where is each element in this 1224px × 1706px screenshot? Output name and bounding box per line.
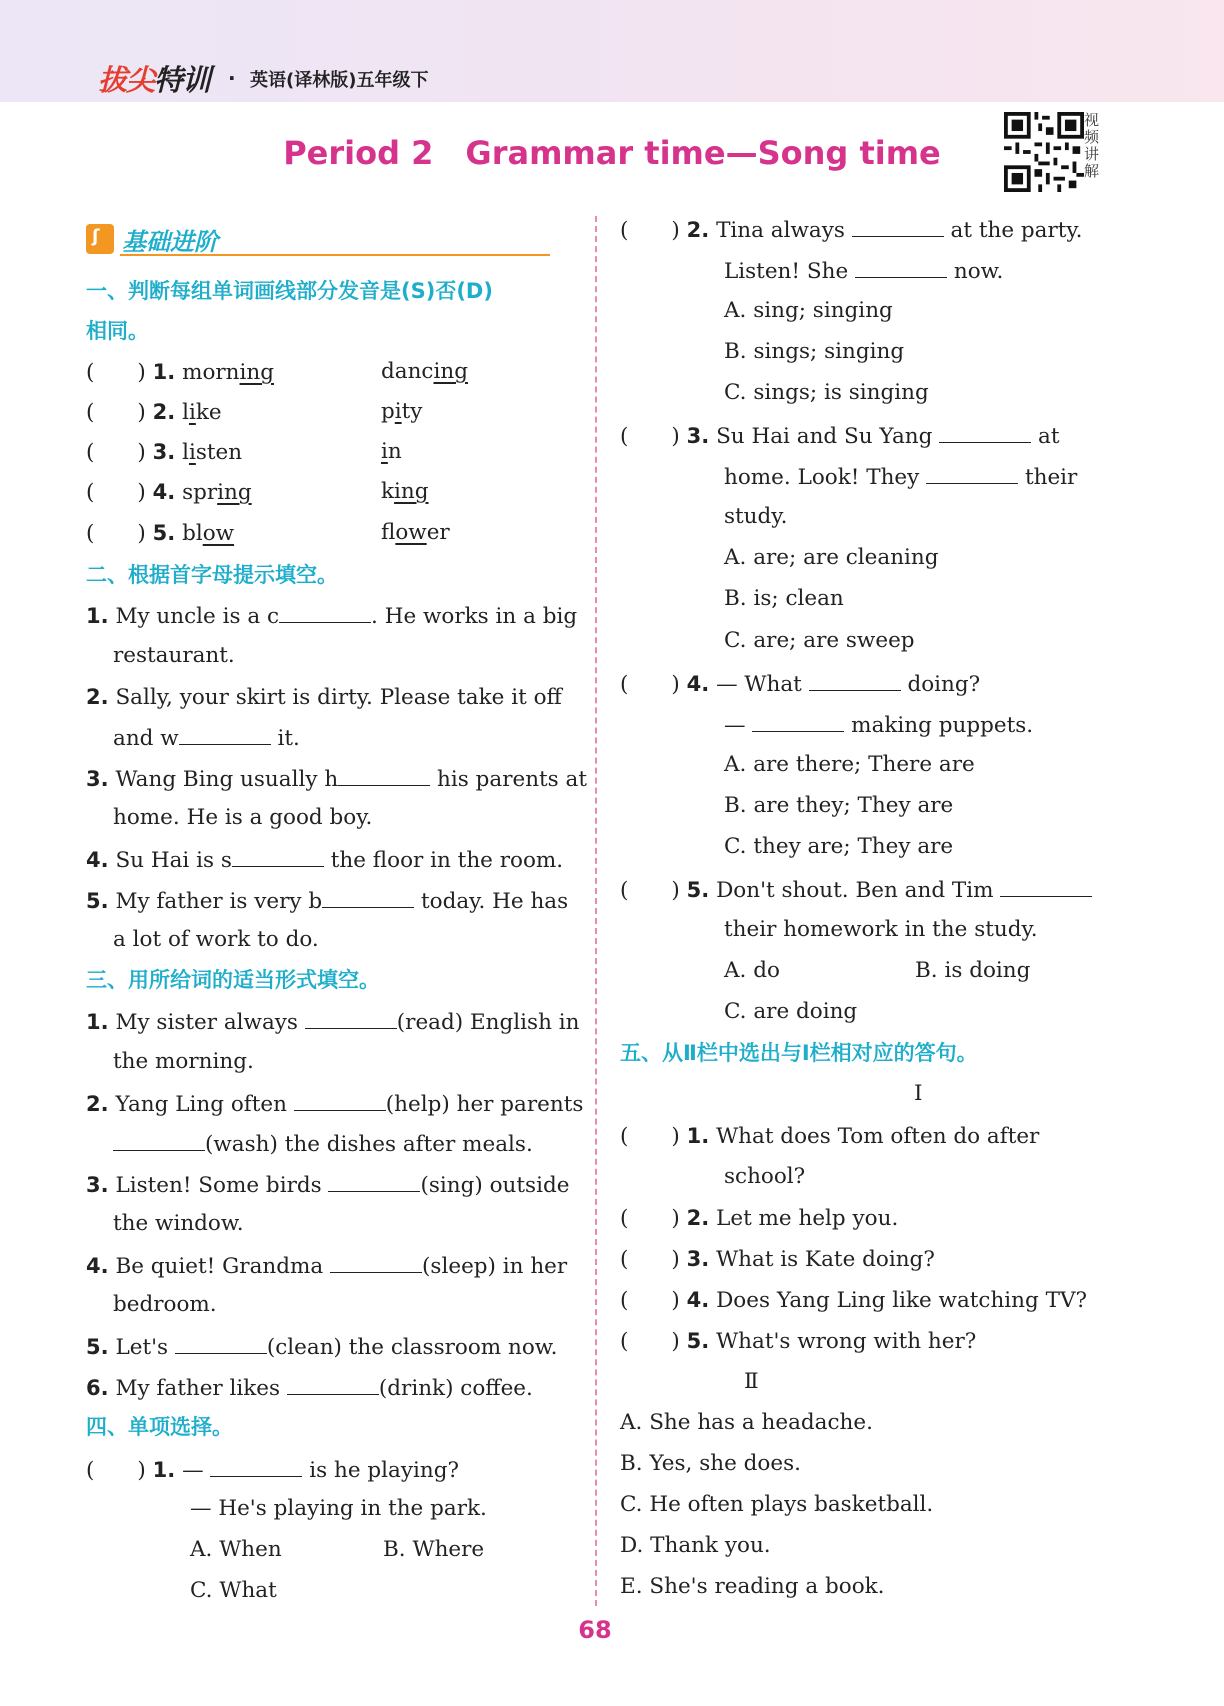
answer-blank[interactable] bbox=[175, 1331, 267, 1354]
s5-answer-c: C. He often plays basketball. bbox=[620, 1492, 934, 1517]
answer-blank[interactable] bbox=[232, 844, 324, 867]
s5-heading: 五、从Ⅱ栏中选出与Ⅰ栏相对应的答句。 bbox=[620, 1041, 978, 1065]
s5-answer-b: B. Yes, she does. bbox=[620, 1451, 801, 1476]
s4-q3-cont: home. Look! They their bbox=[724, 461, 1077, 493]
s4-q4-option-c[interactable]: C. they are; They are bbox=[724, 834, 954, 859]
answer-blank[interactable] bbox=[287, 1372, 379, 1395]
s3-heading: 三、用所给词的适当形式填空。 bbox=[86, 968, 380, 992]
s4-q3: ( ) 3. Su Hai and Su Yang at bbox=[620, 420, 1060, 452]
s4-q5-option-a[interactable]: A. do bbox=[724, 958, 780, 983]
s4-q2-option-b[interactable]: B. sings; singing bbox=[724, 339, 905, 364]
s1-item-1: ( ) 1. morning dancing bbox=[86, 359, 468, 385]
s2-q5: 5. My father is very b today. He has bbox=[86, 885, 568, 917]
answer-blank[interactable] bbox=[322, 885, 414, 908]
answer-blank[interactable] bbox=[855, 255, 947, 278]
s3-q5: 5. Let's (clean) the classroom now. bbox=[86, 1331, 558, 1363]
page-number: 68 bbox=[578, 1616, 612, 1644]
answer-blank[interactable] bbox=[1000, 874, 1092, 897]
s4-q1: ( ) 1. — is he playing? bbox=[86, 1454, 459, 1486]
s4-heading: 四、单项选择。 bbox=[86, 1415, 233, 1439]
s4-q2-option-c[interactable]: C. sings; is singing bbox=[724, 380, 929, 405]
s4-q5: ( ) 5. Don't shout. Ben and Tim bbox=[620, 874, 1092, 906]
answer-paren[interactable]: ( ) bbox=[86, 480, 146, 505]
s5-item-4: ( ) 4. Does Yang Ling like watching TV? bbox=[620, 1288, 1088, 1313]
word-2: flower bbox=[381, 520, 450, 545]
s5-item-1-cont: school? bbox=[724, 1164, 806, 1189]
s5-item-1: ( ) 1. What does Tom often do after bbox=[620, 1124, 1040, 1149]
s1-heading: 一、判断每组单词画线部分发音是(S)否(D) bbox=[86, 279, 493, 303]
s4-q1-option-b[interactable]: B. Where bbox=[383, 1537, 485, 1562]
s4-q4-option-b[interactable]: B. are they; They are bbox=[724, 793, 954, 818]
s4-q5-option-c[interactable]: C. are doing bbox=[724, 999, 858, 1024]
s1-item-3: ( ) 3. listen in bbox=[86, 439, 402, 465]
s4-q5-cont: their homework in the study. bbox=[724, 917, 1038, 942]
s4-q5-option-b[interactable]: B. is doing bbox=[915, 958, 1031, 983]
answer-blank[interactable] bbox=[328, 1169, 420, 1192]
answer-paren[interactable]: ( ) bbox=[86, 400, 146, 425]
page-title: Period 2 Grammar time—Song time bbox=[283, 134, 941, 172]
answer-blank[interactable] bbox=[809, 668, 901, 691]
s4-q1-answer: — He's playing in the park. bbox=[190, 1496, 487, 1521]
s4-q2-option-a[interactable]: A. sing; singing bbox=[724, 298, 893, 323]
answer-blank[interactable] bbox=[852, 214, 944, 237]
runner-icon: ʃ bbox=[86, 224, 114, 254]
s2-q3: 3. Wang Bing usually h his parents at bbox=[86, 763, 587, 795]
answer-blank[interactable] bbox=[752, 709, 844, 732]
s5-answer-d: D. Thank you. bbox=[620, 1533, 771, 1558]
answer-paren[interactable]: ( ) bbox=[86, 521, 146, 546]
s4-q2-cont: Listen! She now. bbox=[724, 255, 1003, 287]
word-2: pity bbox=[381, 399, 423, 424]
word-2: in bbox=[381, 439, 402, 464]
s3-q3-cont: the window. bbox=[113, 1211, 244, 1236]
s5-item-5: ( ) 5. What's wrong with her? bbox=[620, 1329, 977, 1354]
s5-column-2-label: Ⅱ bbox=[744, 1369, 759, 1394]
word-1: spring bbox=[182, 480, 252, 505]
s1-item-4: ( ) 4. spring king bbox=[86, 479, 429, 505]
s2-q4: 4. Su Hai is s the floor in the room. bbox=[86, 844, 563, 876]
s4-q1-option-c[interactable]: C. What bbox=[190, 1578, 277, 1603]
answer-blank[interactable] bbox=[330, 1250, 422, 1273]
answer-blank[interactable] bbox=[279, 600, 371, 623]
answer-blank[interactable] bbox=[113, 1128, 205, 1151]
answer-blank[interactable] bbox=[179, 722, 271, 745]
s2-q2: 2. Sally, your skirt is dirty. Please take it off bbox=[86, 685, 562, 710]
s3-q1: 1. My sister always (read) English in bbox=[86, 1006, 579, 1038]
s3-q2: 2. Yang Ling often (help) her parents bbox=[86, 1088, 583, 1120]
answer-blank[interactable] bbox=[926, 461, 1018, 484]
s4-q3-option-a[interactable]: A. are; are cleaning bbox=[724, 545, 939, 570]
s3-q6: 6. My father likes (drink) coffee. bbox=[86, 1372, 533, 1404]
s3-q2-cont: (wash) the dishes after meals. bbox=[113, 1128, 533, 1160]
column-divider bbox=[595, 216, 597, 1606]
s2-q1-cont: restaurant. bbox=[113, 643, 235, 668]
qr-label: 视频讲解 bbox=[1084, 111, 1100, 180]
s3-q4-cont: bedroom. bbox=[113, 1292, 217, 1317]
s2-q5-cont: a lot of work to do. bbox=[113, 927, 319, 952]
s5-item-2: ( ) 2. Let me help you. bbox=[620, 1206, 899, 1231]
s2-heading: 二、根据首字母提示填空。 bbox=[86, 563, 338, 587]
qr-code-icon[interactable] bbox=[1004, 112, 1084, 192]
s3-q4: 4. Be quiet! Grandma (sleep) in her bbox=[86, 1250, 567, 1282]
s4-q1-option-a[interactable]: A. When bbox=[190, 1537, 282, 1562]
section-tag: ʃ 基础进阶 bbox=[86, 222, 568, 256]
s5-column-1-label: Ⅰ bbox=[914, 1081, 923, 1106]
s4-q4: ( ) 4. — What doing? bbox=[620, 668, 980, 700]
s4-q4-cont: — making puppets. bbox=[724, 709, 1033, 741]
word-1: listen bbox=[182, 440, 243, 465]
answer-paren[interactable]: ( ) bbox=[86, 440, 146, 465]
word-1: blow bbox=[182, 521, 235, 546]
s2-q1: 1. My uncle is a c . He works in a big bbox=[86, 600, 577, 632]
s1-heading-cont: 相同。 bbox=[86, 319, 149, 343]
s4-q3-option-c[interactable]: C. are; are sweep bbox=[724, 628, 915, 653]
answer-blank[interactable] bbox=[338, 763, 430, 786]
s5-answer-e: E. She's reading a book. bbox=[620, 1574, 885, 1599]
s2-q3-cont: home. He is a good boy. bbox=[113, 805, 373, 830]
s2-q2-cont: and w it. bbox=[113, 722, 300, 754]
s3-q3: 3. Listen! Some birds (sing) outside bbox=[86, 1169, 569, 1201]
s4-q3-cont2: study. bbox=[724, 504, 788, 529]
header-dot: · bbox=[228, 66, 236, 90]
answer-blank[interactable] bbox=[294, 1088, 386, 1111]
s1-item-5: ( ) 5. blow flower bbox=[86, 520, 450, 546]
book-title: 英语(译林版)五年级下 bbox=[250, 70, 429, 91]
brand-logo: 拔尖特训 bbox=[98, 63, 211, 97]
s1-item-2: ( ) 2. like pity bbox=[86, 399, 423, 425]
s5-item-3: ( ) 3. What is Kate doing? bbox=[620, 1247, 935, 1272]
answer-blank[interactable] bbox=[939, 420, 1031, 443]
s5-answer-a: A. She has a headache. bbox=[620, 1410, 873, 1435]
word-2: king bbox=[381, 479, 429, 504]
answer-blank[interactable] bbox=[210, 1454, 302, 1477]
answer-paren[interactable]: ( ) bbox=[86, 360, 146, 385]
word-2: dancing bbox=[381, 359, 468, 384]
word-1: like bbox=[182, 400, 222, 425]
answer-blank[interactable] bbox=[305, 1006, 397, 1029]
s4-q2: ( ) 2. Tina always at the party. bbox=[620, 214, 1083, 246]
word-1: morning bbox=[182, 360, 275, 385]
s4-q4-option-a[interactable]: A. are there; There are bbox=[724, 752, 975, 777]
s4-q3-option-b[interactable]: B. is; clean bbox=[724, 586, 844, 611]
s3-q1-cont: the morning. bbox=[113, 1049, 254, 1074]
